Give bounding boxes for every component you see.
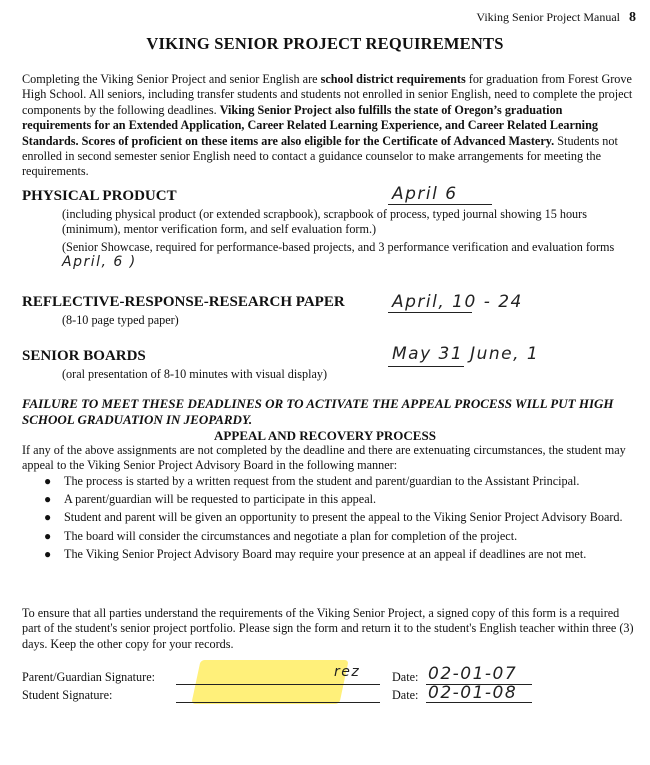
boards-heading: SENIOR BOARDS: [22, 348, 146, 364]
physical-product-deadline: April 6: [392, 184, 458, 204]
intro-bold-1: school district requirements: [320, 72, 466, 86]
student-signature-line[interactable]: [176, 702, 380, 703]
parent-signature-fragment: rez: [334, 664, 361, 680]
showcase-desc-text: (Senior Showcase, required for performance-based projects, and 3 performance verification and evaluation forms: [62, 240, 615, 254]
showcase-deadline: April, 6 ): [62, 254, 137, 271]
paper-deadline: April, 10 - 24: [392, 292, 523, 312]
physical-product-heading: PHYSICAL PRODUCT: [22, 188, 177, 204]
parent-signature-label: Parent/Guardian Signature:: [22, 670, 156, 684]
bullet-icon: ●: [44, 546, 52, 561]
student-date-label: Date:: [392, 688, 419, 702]
student-signature-label: Student Signature:: [22, 688, 113, 702]
student-date-line[interactable]: [426, 702, 532, 703]
bullet-icon: ●: [44, 492, 52, 507]
student-date-value: 02-01-08: [428, 683, 518, 703]
intro-bold-2: Viking Senior Project also fulfills the state of Oregon’s graduation requirements for an Extended Application, Career Related Learning Experience, and Career Related Learning Standards. Scores of proficient on these items are also eligible for the Certificate of Advanced Mastery.: [22, 102, 598, 148]
boards-deadline: May 31 June, 1: [392, 344, 540, 364]
intro-text-2: for graduation from Forest Grove High School. All seniors, including transfer students and students not enrolled in senior English, need to complete the project components by the following deadlines.: [22, 72, 633, 117]
appeal-heading: APPEAL AND RECOVERY PROCESS: [214, 428, 436, 443]
list-item: [22, 510, 634, 525]
deadline-warning: FAILURE TO MEET THESE DEADLINES OR TO ACTIVATE THE APPEAL PROCESS WILL PUT HIGH SCHOOL GRADUATION IN JEOPARDY.: [22, 396, 614, 427]
list-item-text: A parent/guardian will be requested to participate in this appeal.: [64, 492, 377, 507]
physical-product-desc: (including physical product (or extended scrapbook), scrapbook of process, typed journal showing 15 hours (minimum), mentor verification form, and self evaluation form.): [62, 207, 587, 237]
paper-heading: REFLECTIVE-RESPONSE-RESEARCH PAPER: [22, 294, 345, 310]
list-item: [22, 529, 634, 544]
parent-date-label: Date:: [392, 670, 419, 684]
page-number: 8: [629, 10, 636, 25]
showcase-desc: [62, 240, 634, 270]
boards-desc: (oral presentation of 8-10 minutes with visual display): [62, 367, 328, 381]
paper-desc: (8-10 page typed paper): [62, 313, 179, 327]
appeal-steps-list: [22, 474, 634, 565]
redaction-highlight: [191, 660, 348, 704]
manual-name: Viking Senior Project Manual: [476, 10, 620, 24]
parent-signature-line[interactable]: [176, 684, 380, 685]
list-item: [22, 547, 634, 562]
running-header: [476, 10, 636, 26]
page-title: VIKING SENIOR PROJECT REQUIREMENTS: [146, 34, 504, 53]
intro-text-1: Completing the Viking Senior Project and senior English are: [22, 72, 321, 86]
bullet-icon: ●: [44, 510, 52, 525]
bullet-icon: ●: [44, 474, 52, 488]
intro-text-3: Students not enrolled in second semester senior English need to contact a guidance counselor to make arrangements for meeting the requirements.: [22, 133, 618, 179]
list-item: [22, 474, 634, 489]
bullet-icon: ●: [44, 528, 52, 543]
list-item-text: The board will consider the circumstances and negotiate a plan for completion of the project.: [64, 528, 518, 543]
list-item-text: The process is started by a written request from the student and parent/guardian to the Assistant Principal.: [64, 474, 580, 488]
list-item-text: Student and parent will be given an opportunity to present the appeal to the Viking Senior Project Advisory Board.: [64, 510, 623, 525]
intro-paragraph: [22, 72, 634, 180]
appeal-intro: If any of the above assignments are not completed by the deadline and there are extenuating circumstances, the student may appeal to the Viking Senior Project Advisory Board in the following manner:: [22, 443, 626, 473]
deadline-underline: [388, 204, 492, 205]
parent-date-value: 02-01-07: [428, 664, 518, 684]
closing-paragraph: To ensure that all parties understand the requirements of the Viking Senior Project, a signed copy of this form is a required part of the student's senior project portfolio. Please sign the form and return it to the student's English teacher within three (3) days. Keep the other copy for your records.: [22, 606, 634, 651]
list-item-text: The Viking Senior Project Advisory Board may require your presence at an appeal if deadlines are not met.: [64, 546, 587, 561]
list-item: [22, 492, 634, 507]
